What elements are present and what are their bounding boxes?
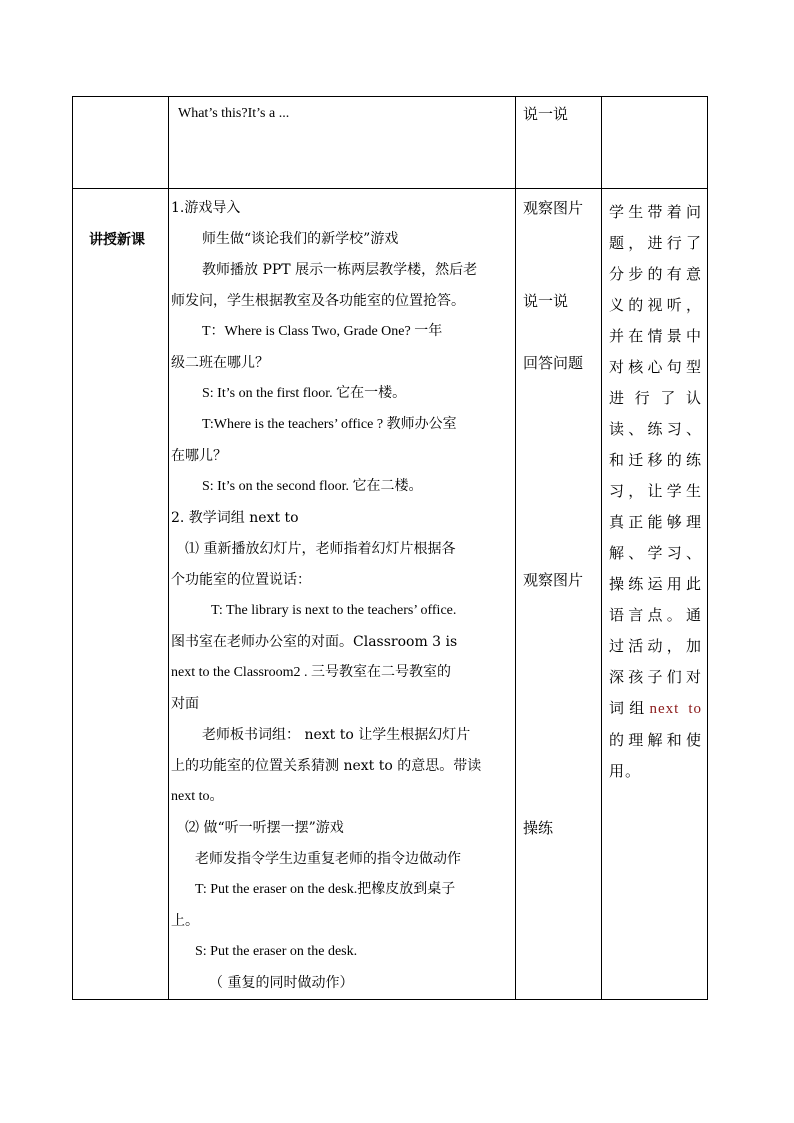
content-line: 1.游戏导入 [171, 200, 241, 216]
cell-content [169, 189, 516, 1000]
content-line: S: It’s on the second floor. 它在二楼。 [202, 479, 423, 494]
table-row [73, 189, 708, 1000]
intent-highlight: next to [649, 701, 702, 717]
table-row [73, 97, 708, 189]
content-line: 2. 教学词组 next to [171, 510, 299, 526]
content-line: 上的功能室的位置关系猜测 next to 的意思。带读 [171, 758, 482, 774]
section-label: 讲授新课 [89, 232, 145, 248]
content-line: 上。 [171, 913, 199, 929]
activity-label: 说一说 [523, 105, 569, 123]
content-line: 对面 [171, 696, 199, 712]
intent-text-end: 的理解和使用。 [609, 731, 702, 780]
content-line: 在哪儿？ [171, 448, 227, 464]
content-line: T：Where is Class Two, Grade One? 一年 [202, 324, 443, 339]
activity-label: 说一说 [523, 292, 569, 310]
design-intent-text [609, 197, 702, 787]
cell-content [169, 97, 516, 189]
cell-activity [516, 97, 602, 189]
content-line: 级二班在哪儿？ [171, 355, 269, 371]
content-line: T:Where is the teachers’ office ? 教师办公室 [202, 417, 457, 432]
cell-section-empty [73, 97, 169, 189]
content-line: T: Put the eraser on the desk.把橡皮放到桌子 [195, 882, 456, 897]
content-line: （ 重复的同时做动作） [209, 975, 354, 991]
content-line: 教师播放 PPT 展示一栋两层教学楼，然后老 [202, 262, 478, 278]
activity-label: 回答问题 [523, 354, 584, 372]
content-line: 个功能室的位置说话： [171, 572, 311, 588]
intent-text: 学生带着问题，进行了分步的有意义的视听，并在情景中对核心句型进行了认读、练习、和迁移的练习，让学生真正能够理解、学习、操练运用此语言点。通过活动，加深孩子们对词组 [609, 203, 702, 717]
cell-activity [516, 189, 602, 1000]
content-line: 师发问，学生根据教室及各功能室的位置抢答。 [171, 293, 465, 309]
content-line: What’s this?It’s a ... [178, 106, 290, 121]
content-line: 老师板书词组： next to 让学生根据幻灯片 [202, 727, 471, 743]
cell-intent-empty [602, 97, 708, 189]
cell-intent [602, 189, 708, 1000]
content-line: 师生做“谈论我们的新学校”游戏 [202, 231, 399, 247]
content-line: T: The library is next to the teachers’ office. [211, 603, 457, 618]
content-line: ⑵ 做“听一听摆一摆”游戏 [185, 820, 344, 836]
content-line: S: It’s on the first floor. 它在一楼。 [202, 386, 407, 401]
content-line: next to。 [171, 789, 224, 804]
content-line: S: Put the eraser on the desk. [195, 944, 358, 959]
content-line: 老师发指令学生边重复老师的指令边做动作 [195, 851, 461, 867]
activity-label: 观察图片 [523, 571, 584, 589]
content-line: next to the Classroom2 . 三号教室在二号教室的 [171, 665, 451, 680]
content-line: 图书室在老师办公室的对面。Classroom 3 is [171, 634, 458, 650]
cell-section [73, 189, 169, 1000]
activity-label: 观察图片 [523, 199, 584, 217]
content-line: ⑴ 重新播放幻灯片，老师指着幻灯片根据各 [185, 541, 456, 557]
lesson-plan-table [72, 96, 708, 1000]
activity-label: 操练 [523, 819, 554, 837]
